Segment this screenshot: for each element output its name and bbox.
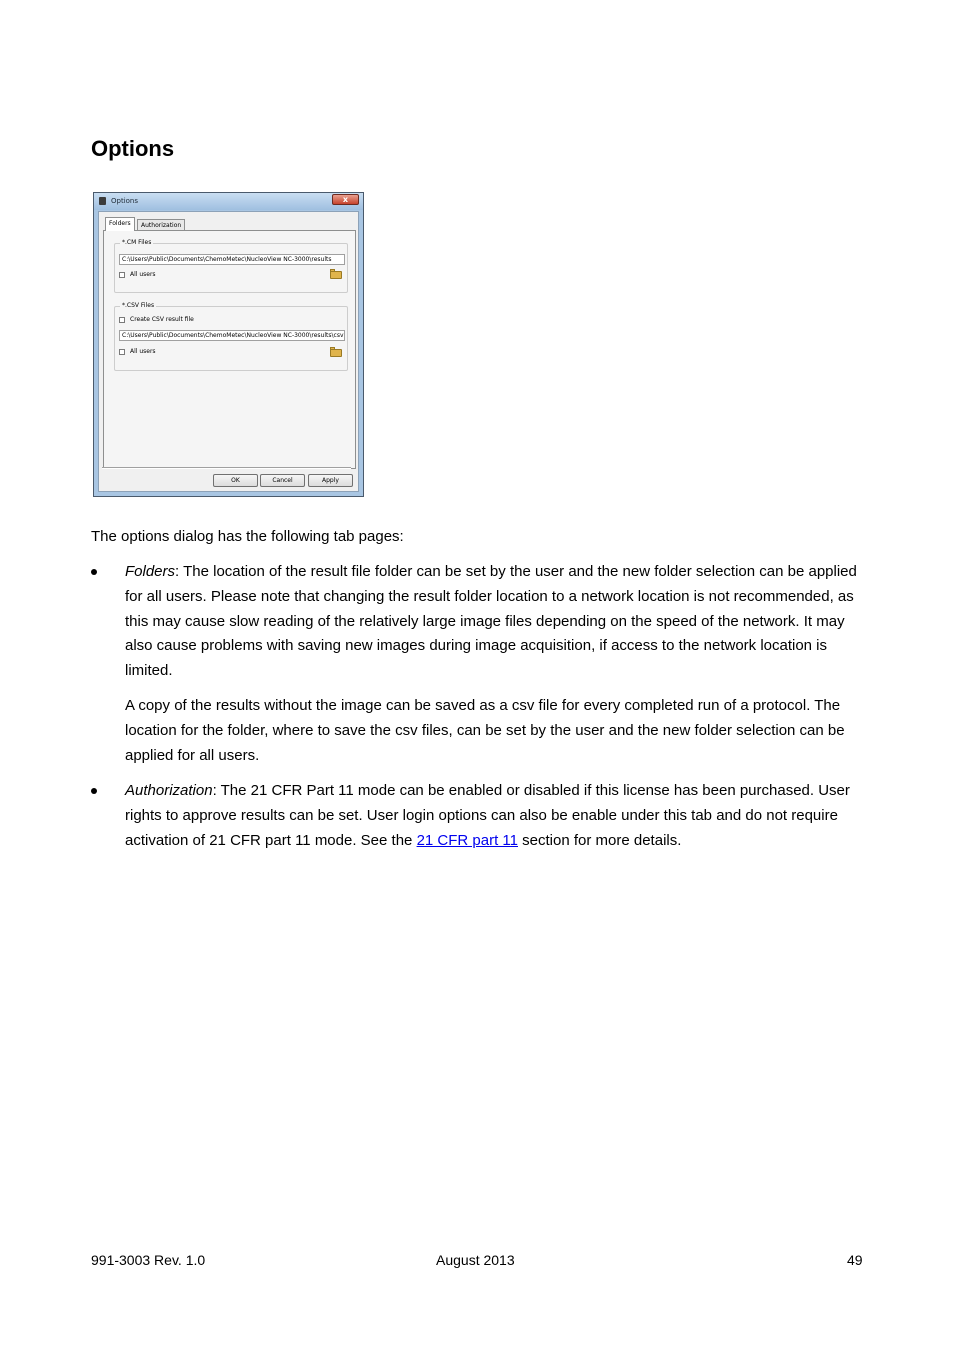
folders-csv-text: A copy of the results without the image can be saved as a csv file for every completed run of a protocol. The location for the folder, where to save the csv files, can be set by the user and the new folder selection can be applied for all users.	[125, 696, 845, 764]
cm-all-users-row[interactable]	[119, 271, 156, 278]
csv-all-users-label: All users	[130, 348, 156, 355]
dialog-body	[98, 211, 359, 492]
authorization-text: : The 21 CFR Part 11 mode can be enabled or disabled if this license has been purchased. User rights to approve results can be set. User login options can also be enable under this tab and do not require activation of 21 CFR part 11 mode. See the	[125, 782, 850, 849]
csv-browse-folder-icon[interactable]	[329, 346, 343, 358]
cm-browse-folder-icon[interactable]	[329, 268, 343, 280]
dialog-separator	[102, 467, 351, 469]
create-csv-row[interactable]	[119, 316, 194, 323]
cfr-part-11-link[interactable]: 21 CFR part 11	[416, 831, 518, 849]
create-csv-checkbox[interactable]	[119, 317, 125, 323]
folders-tab-panel	[103, 230, 356, 469]
close-button[interactable]: x	[332, 194, 359, 205]
footer-date: August 2013	[436, 1252, 515, 1268]
bullet-dot	[91, 569, 97, 575]
cm-path-field[interactable]: C:\Users\Public\Documents\ChemoMetec\NucleoView NC-3000\results	[119, 254, 345, 265]
dialog-titlebar	[94, 193, 363, 210]
csv-path-field[interactable]: C:\Users\Public\Documents\ChemoMetec\NucleoView NC-3000\results\csv	[119, 330, 345, 341]
csv-files-group	[114, 302, 348, 371]
intro-paragraph: The options dialog has the following tab pages:	[91, 528, 404, 545]
cm-files-legend: *.CM Files	[122, 239, 152, 246]
apply-button[interactable]: Apply	[308, 474, 353, 487]
app-icon	[99, 197, 106, 205]
bullet-dot	[91, 788, 97, 794]
tab-folders[interactable]: Folders	[105, 217, 135, 231]
csv-files-legend: *.CSV Files	[122, 302, 155, 309]
csv-all-users-row[interactable]	[119, 348, 156, 355]
ok-button[interactable]: OK	[213, 474, 258, 487]
authorization-term: Authorization	[125, 782, 213, 799]
page-title: Options	[91, 136, 175, 161]
authorization-description	[125, 779, 866, 853]
tab-authorization[interactable]: Authorization	[137, 219, 185, 230]
create-csv-label: Create CSV result file	[130, 316, 194, 323]
cm-all-users-label: All users	[130, 271, 156, 278]
folders-text: : The location of the result file folder can be set by the user and the new folder selection can be applied for all users. Please note that changing the result folder location to a network location is not recommended, as this may cause slow reading of the relatively large image files depending on the speed of the network. It may also cause problems with saving new images during image acquisition, if access to the network location is limited.	[125, 563, 857, 680]
footer-page-number: 49	[847, 1252, 863, 1268]
folders-term: Folders	[125, 563, 176, 580]
cm-all-users-checkbox[interactable]	[119, 272, 125, 278]
footer-doc-number: 991-3003 Rev. 1.0	[91, 1252, 206, 1268]
cm-files-group	[114, 239, 348, 293]
csv-all-users-checkbox[interactable]	[119, 349, 125, 355]
dialog-title: Options	[111, 197, 139, 205]
authorization-text-after: section for more details.	[518, 831, 682, 849]
options-dialog	[93, 192, 364, 497]
cancel-button[interactable]: Cancel	[260, 474, 305, 487]
folders-description	[125, 560, 866, 768]
